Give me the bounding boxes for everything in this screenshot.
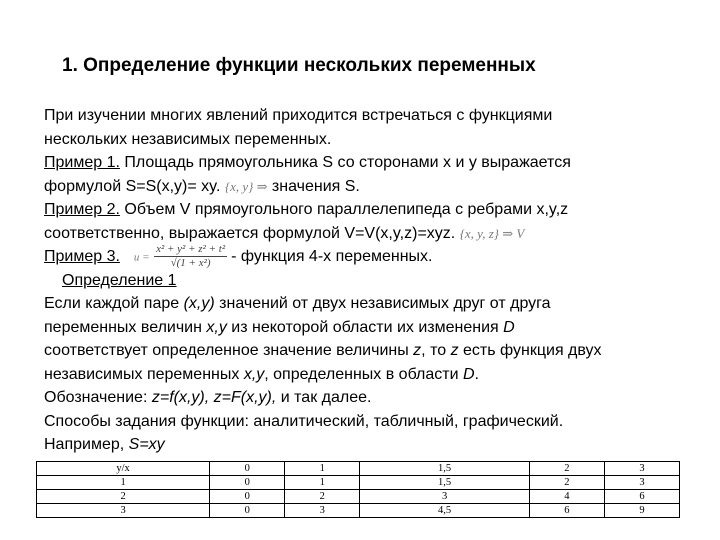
example-1-label: Пример 1. [44, 154, 120, 171]
def4-text: независимых переменных [44, 365, 244, 383]
example-line [44, 433, 704, 457]
values-table [36, 461, 680, 518]
example-3-line [44, 245, 704, 269]
intro-line-1: При изучении многих явлений приходится встречаться с функциями [44, 107, 553, 124]
table-cell: 6 [604, 490, 679, 504]
table-header-row [37, 462, 680, 476]
def2-text: переменных величин [44, 318, 207, 336]
table-cell: y/x [37, 462, 210, 476]
notation-line [44, 386, 704, 410]
example-2-line-2 [44, 222, 704, 246]
example-label: Например, [44, 436, 129, 453]
definition-line-4 [44, 363, 704, 387]
def1-pair: (x,y) [183, 295, 215, 312]
table-cell: 4 [529, 490, 604, 504]
table-cell: 6 [529, 504, 604, 518]
example-2-formula-text: соответственно, выражается формулой V=V(x,y,z)=xyz. [44, 224, 460, 242]
example-3-formula [134, 243, 227, 270]
def3-tail: есть функция двух [458, 342, 602, 359]
table-cell: 3 [37, 504, 210, 518]
example-1-tail: значения S. [267, 177, 360, 195]
formula-fraction [154, 243, 227, 270]
main-text [44, 104, 704, 457]
def1-tail: значений от двух независимых друг от друга [214, 295, 551, 312]
formula-numerator: x² + y² + z² + t² [156, 243, 226, 256]
example-2-line-1 [44, 198, 704, 222]
example-2-formula: {x, y, z} ⇒ V [459, 225, 525, 241]
table-cell: 0 [210, 504, 285, 518]
table-cell: 3 [604, 476, 679, 490]
table-cell: 2 [529, 476, 604, 490]
def2-domain: D [503, 318, 515, 336]
notation-label: Обозначение: [44, 389, 152, 406]
def2-vars: x,y [206, 318, 227, 336]
formula-lhs: u = [133, 251, 150, 264]
table-cell: 0 [210, 476, 285, 490]
formula-denominator: √(1 + x²) [170, 257, 211, 270]
table-cell: 3 [360, 490, 530, 504]
def4-domain: D [462, 365, 475, 383]
def3-z2: z [450, 342, 459, 359]
def1-text: Если каждой паре [44, 295, 184, 312]
table-cell: 2 [37, 490, 210, 504]
definition-line-2 [44, 316, 704, 340]
table-cell: 1 [285, 476, 360, 490]
def3-text: соответствует определенное значение величины [44, 342, 414, 359]
table-cell: 4,5 [360, 504, 530, 518]
example-2-text: Объем V прямоугольного параллелепипеда с ребрами x,y,z [119, 201, 569, 218]
methods-line: Способы задания функции: аналитический, табличный, графический. [44, 412, 564, 430]
table-row [37, 490, 680, 504]
table-cell: 9 [604, 504, 679, 518]
example-1-formula: {x, y} ⇒ [224, 178, 268, 194]
example-3-text: - функция 4-х переменных. [231, 248, 433, 265]
table-cell: 1,5 [360, 476, 530, 490]
table-cell: 2 [529, 462, 604, 476]
definition-title [44, 269, 704, 293]
notation-f: z=f(x,y), [151, 389, 210, 406]
table-cell: 0 [210, 462, 285, 476]
notation-tail: и так далее. [276, 389, 372, 406]
def3-mid: , то [421, 342, 451, 359]
def4-end: . [474, 365, 479, 383]
definition-line-1 [44, 292, 704, 316]
example-1-line-1 [44, 151, 704, 175]
table-cell: 2 [285, 490, 360, 504]
definition-title-text: Определение 1 [62, 271, 177, 289]
table-cell: 3 [604, 462, 679, 476]
values-table-body [37, 462, 680, 518]
def4-vars: x,y [243, 365, 265, 383]
table-row [37, 504, 680, 518]
example-formula: S=xy [128, 436, 165, 453]
example-1-line-2 [44, 175, 704, 199]
notation-F: z=F(x,y), [213, 389, 277, 406]
table-cell: 1,5 [360, 462, 530, 476]
def2-mid: из некоторой области их изменения [226, 318, 504, 336]
definition-line-3 [44, 339, 704, 363]
table-cell: 1 [285, 462, 360, 476]
table-cell: 0 [210, 490, 285, 504]
example-3-label: Пример 3. [44, 248, 120, 265]
table-row [37, 476, 680, 490]
table-cell: 1 [37, 476, 210, 490]
example-1-text: Площадь прямоугольника S со сторонами x и y выражается [119, 154, 571, 171]
page-title: 1. Определение функции нескольких переменных [62, 55, 536, 76]
example-2-label: Пример 2. [44, 201, 120, 218]
def3-z: z [413, 342, 422, 359]
def4-mid: , определенных в области [264, 365, 463, 383]
example-1-formula-text: формулой S=S(x,y)= xy. [44, 177, 225, 195]
table-cell: 3 [285, 504, 360, 518]
intro-line-2: нескольких независимых переменных. [44, 130, 332, 148]
